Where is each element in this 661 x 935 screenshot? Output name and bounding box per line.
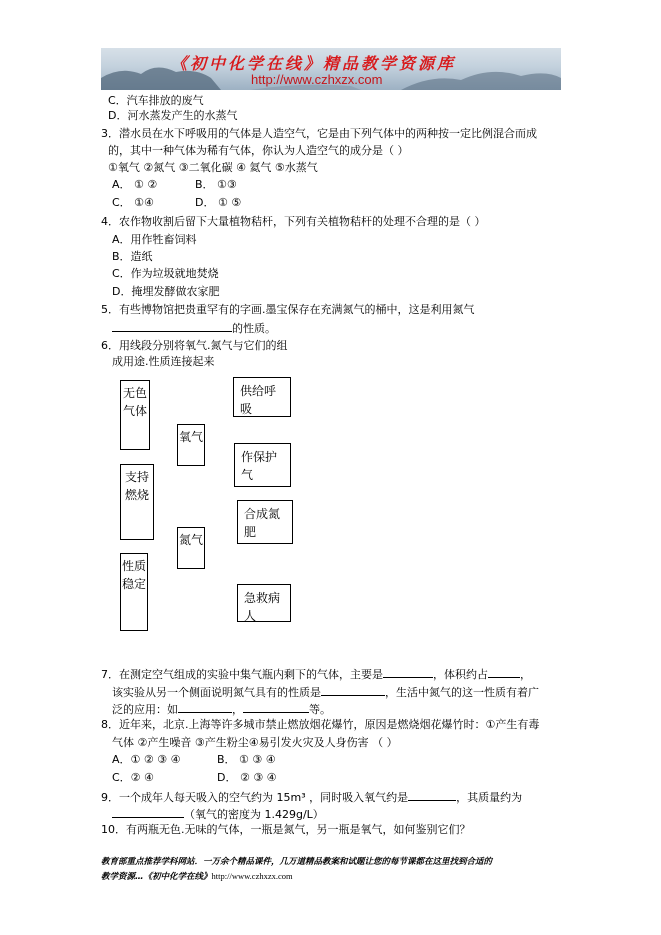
middle-box-label: 氮气 [178,533,203,547]
q7-text: 泛的应用：如 [112,703,178,716]
q9-blank-oxygen-volume[interactable] [408,789,456,801]
footer-line-2 [101,869,563,884]
q10-stem: 10．有两瓶无色.无味的气体，一瓶是氮气，另一瓶是氧气，如何鉴别它们？ [101,823,471,836]
q8-option-c: C．② ④ [112,771,154,784]
right-box-label: 合成氮肥 [244,507,281,539]
q3-line-2: 的，其中一种气体为稀有气体，你认为人造空气的成分是（ ） [108,144,409,157]
q6-line-1: 6．用线段分别将氧气.氮气与它们的组 [101,339,288,352]
footer-line-1: 教育部重点推荐学科网站．一万余个精品课件，几万道精品教案和试题让您的每节课都在这里找到合适的 [101,857,493,867]
banner-title: 《初中化学在线》精品教学资源库 [171,54,457,73]
q9-line-1 [101,789,522,805]
q8-option-a: A．① ② ③ ④ [112,753,181,766]
right-box-nitrogen-fertilizer[interactable] [237,500,293,544]
q8-line-1: 8．近年来，北京.上海等许多城市禁止燃放烟花爆竹，原因是燃烧烟花爆竹时：①产生有毒 [101,718,540,731]
right-box-label: 供给呼吸 [240,384,277,416]
q7-text: 7．在测定空气组成的实验中集气瓶内剩下的气体，主要是 [101,668,383,681]
q7-text: 等。 [309,703,331,716]
footer [101,855,563,884]
left-box-supports-combustion[interactable] [120,464,154,540]
left-box-label: 支持燃烧 [124,470,149,502]
q5-line-1: 5．有些博物馆把贵重罕有的字画.墨宝保存在充满氮气的桶中，这是利用氮气 [101,303,475,316]
q3-option-d: D． ① ⑤ [195,196,242,209]
q3-option-b: B． ①③ [195,178,237,191]
q9-blank-oxygen-mass[interactable] [112,806,184,818]
right-box-first-aid[interactable] [237,584,291,622]
q3-line-3: ①氧气 ②氮气 ③二氧化碳 ④ 氦气 ⑤水蒸气 [108,161,318,174]
q7-text: ，体积约占 [433,668,488,681]
q2-option-c: C．汽车排放的废气 [108,94,204,107]
q5-line-2-suffix: 的性质。 [232,322,276,335]
q3-option-c: C． ①④ [112,196,154,209]
footer-url[interactable]: http://www.czhxzx.com [211,871,293,881]
left-box-colorless-gas[interactable] [120,380,150,450]
q8-option-d: D． ② ③ ④ [217,771,277,784]
q8-option-b: B． ① ③ ④ [217,753,276,766]
left-box-stable-property[interactable] [120,553,148,631]
q7-blank-volume[interactable] [488,666,520,678]
right-box-label: 作保护气 [241,450,278,482]
right-box-label: 急救病人 [244,591,281,622]
q3-option-a: A． ① ② [112,178,158,191]
middle-box-oxygen[interactable] [177,424,205,466]
q9-text: （氧气的密度为 1.429g/L） [184,808,324,821]
q7-blank-use-2[interactable] [243,701,309,713]
q9-text: 9．一个成年人每天吸入的空气约为 15m³ ，同时吸入氧气约是 [101,791,409,804]
header-banner [101,48,561,90]
q7-blank-use-1[interactable] [178,701,232,713]
footer-text: 教学资源…《初中化学在线》 [101,872,212,882]
q6-line-2: 成用途.性质连接起来 [112,355,215,368]
q4-option-b: B．造纸 [112,250,153,263]
q7-text: ， [232,703,243,716]
q7-line-2 [112,684,539,700]
q4-option-a: A．用作牲畜饲料 [112,233,197,246]
q4-option-c: C．作为垃圾就地焚烧 [112,267,219,280]
q7-text: ， [520,668,531,681]
banner-url[interactable]: http://www.czhxzx.com [251,72,383,87]
q5-line-2 [112,320,276,336]
q7-blank-property[interactable] [321,684,385,696]
q7-line-3 [112,701,331,717]
left-box-label: 无色气体 [122,386,147,418]
q4-stem: 4．农作物收割后留下大量植物秸杆，下列有关植物秸杆的处理不合理的是（ ） [101,215,486,228]
q8-line-2: 气体 ②产生噪音 ③产生粉尘④易引发火灾及人身伤害 （ ） [112,736,398,749]
q7-text: 该实验从另一个侧面说明氮气具有的性质是 [112,686,321,699]
q4-option-d: D．掩埋发酵做农家肥 [112,285,220,298]
middle-box-label: 氧气 [178,430,203,444]
q9-text: ，其质量约为 [456,791,523,804]
q7-line-1 [101,666,531,682]
right-box-breathing[interactable] [233,377,291,417]
q7-blank-main-gas[interactable] [383,666,433,678]
q9-line-2 [112,806,324,822]
q5-answer-blank[interactable] [112,320,232,332]
q7-text: ，生活中氮气的这一性质有着广 [385,686,539,699]
middle-box-nitrogen[interactable] [177,527,205,569]
left-box-label: 性质稳定 [121,559,146,591]
q2-option-d: D．河水蒸发产生的水蒸气 [108,109,238,122]
q3-line-1: 3．潜水员在水下呼吸用的气体是人造空气，它是由下列气体中的两种按一定比例混合而成 [101,127,537,140]
right-box-protective-gas[interactable] [234,443,291,487]
